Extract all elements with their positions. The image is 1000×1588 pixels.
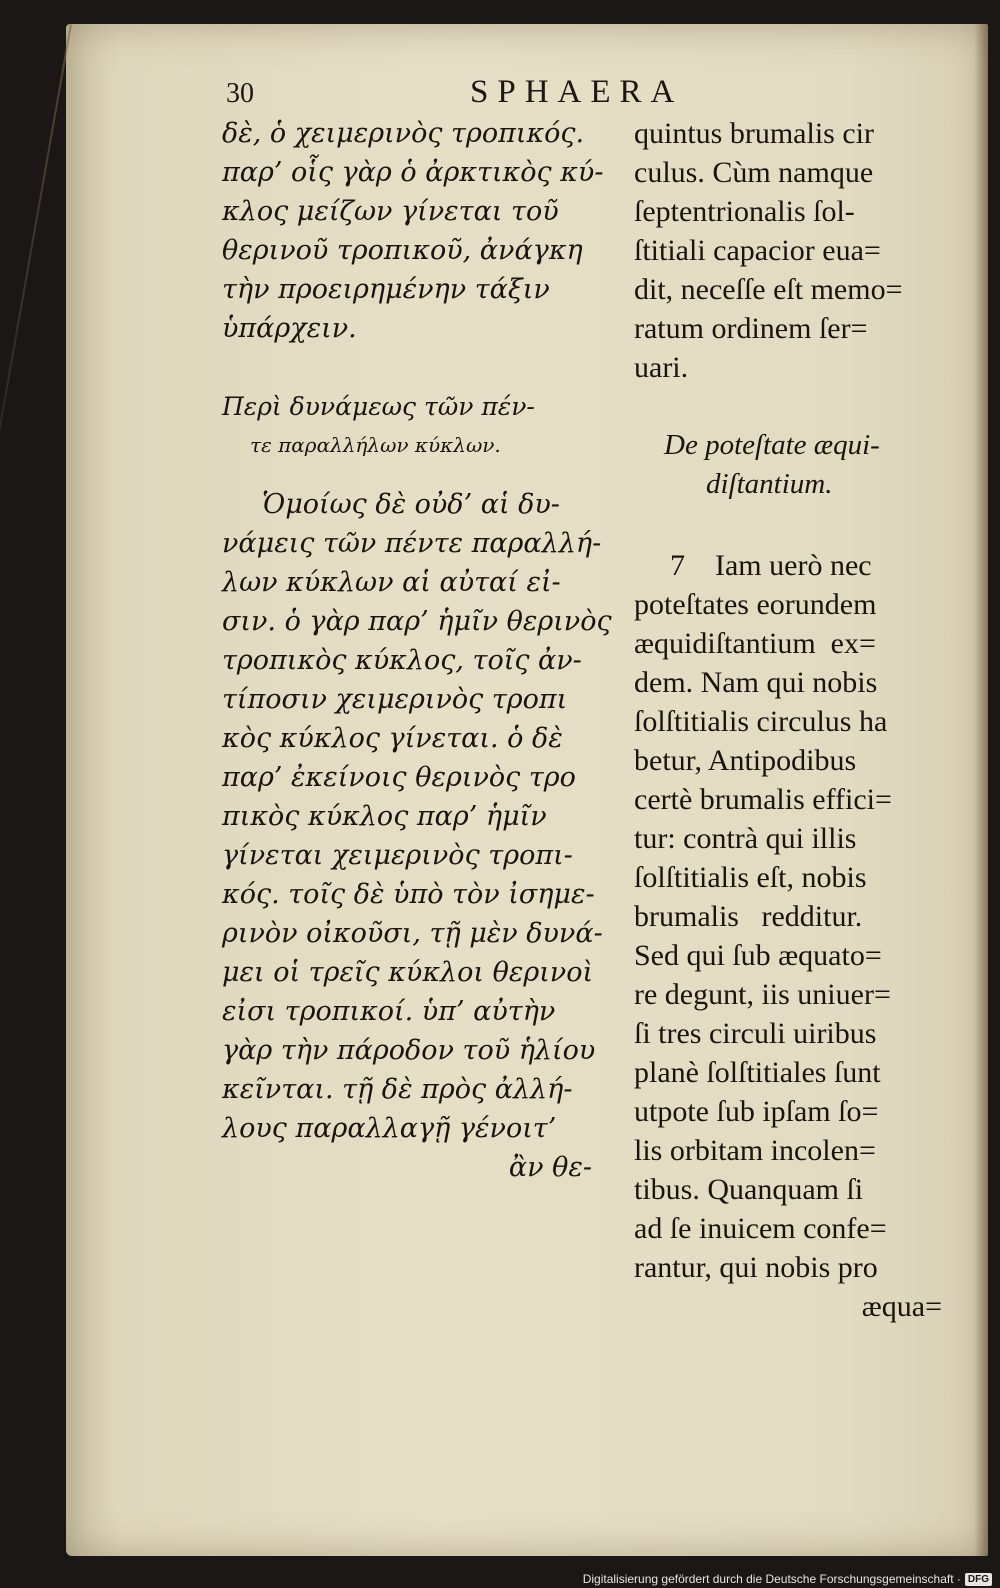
latin-line: ſeptentrionalis ſol-	[634, 195, 855, 228]
greek-line: παρ’ ἐκείνοις θερινὸς τρο	[222, 762, 576, 793]
greek-line: κὸς κύκλος γίνεται. ὁ δὲ	[222, 723, 563, 754]
latin-line: brumalis redditur.	[634, 900, 863, 933]
greek-line: παρ’ οἷς γὰρ ὁ ἀρκτικὸς κύ-	[222, 157, 604, 188]
greek-line: τίποσιν χειμερινὸς τροπι	[222, 684, 568, 715]
greek-line: δὲ, ὁ χειμερινὸς τροπικός.	[222, 118, 585, 149]
latin-line: ſolſtitialis circulus ha	[634, 705, 888, 738]
greek-line: Ὁμοίως δὲ οὐδ’ αἱ δυ-	[262, 489, 560, 520]
page-fold-crease	[0, 24, 72, 576]
latin-line: ſolſtitialis eſt, nobis	[634, 861, 867, 894]
latin-line: ſi tres circuli uiribus	[634, 1017, 877, 1050]
latin-line: quintus brumalis cir	[634, 117, 874, 150]
greek-line: κεῖνται. τῇ δὲ πρὸς ἀλλή-	[222, 1074, 573, 1105]
latin-line: dit, neceſſe eſt memo=	[634, 273, 903, 306]
latin-line: re degunt, iis uniuer=	[634, 978, 891, 1011]
greek-line: εἰσι τροπικοί. ὑπ’ αὐτὴν	[222, 996, 556, 1027]
latin-line: tur: contrà qui illis	[634, 822, 857, 855]
digitization-credit	[583, 1572, 992, 1586]
greek-line: τὴν προειρημένην τάξιν	[222, 274, 550, 305]
greek-section-heading-cont: τε παραλλήλων κύκλων.	[250, 433, 501, 457]
latin-line: poteſtates eorundem	[634, 588, 877, 621]
latin-line: culus. Cùm namque	[634, 156, 874, 189]
latin-line: Sed qui ſub æquato=	[634, 939, 882, 972]
latin-line: ad ſe inuicem confe=	[634, 1212, 887, 1245]
greek-line: ὑπάρχειν.	[222, 313, 357, 344]
latin-line: æquidiſtantium ex=	[634, 627, 876, 660]
latin-line: dem. Nam qui nobis	[634, 666, 878, 699]
page-edge-shadow	[974, 24, 988, 1556]
greek-line: σιν. ὁ γὰρ παρ’ ἡμῖν θερινὸς	[222, 606, 612, 637]
greek-line: κός. τοῖς δὲ ὑπὸ τὸν ἰσημε-	[222, 879, 595, 910]
credit-text: Digitalisierung gefördert durch die Deutsche Forschungsgemeinschaft ·	[582, 1572, 961, 1586]
greek-catchword: ἂν θε-	[508, 1152, 592, 1183]
greek-line: θερινοῦ τροπικοῦ, ἀνάγκη	[222, 235, 583, 266]
latin-catchword: æqua=	[861, 1290, 942, 1323]
latin-line: uari.	[634, 351, 689, 384]
greek-line: γίνεται χειμερινὸς τροπι-	[222, 840, 573, 871]
latin-line: certè brumalis effici=	[634, 783, 892, 816]
latin-line: ratum ordinem ſer=	[634, 312, 868, 345]
greek-line: πικὸς κύκλος παρ’ ἡμῖν	[222, 801, 547, 832]
latin-line: utpote ſub ipſam ſo=	[634, 1095, 879, 1128]
latin-line: lis orbitam incolen=	[634, 1134, 876, 1167]
greek-line: κλος μείζων γίνεται τοῦ	[222, 196, 559, 227]
latin-column	[634, 114, 952, 1326]
greek-line: λους παραλλαγῇ γένοιτ’	[222, 1113, 557, 1144]
latin-line: planè ſolſtitiales ſunt	[634, 1056, 881, 1089]
latin-line: ſtitiali capacior eua=	[634, 234, 881, 267]
greek-line: γὰρ τὴν πάροδον τοῦ ἡλίου	[222, 1035, 596, 1066]
greek-line: ρινὸν οἰκοῦσι, τῇ μὲν δυνά-	[222, 918, 603, 949]
latin-line: 7 Iam uerò nec	[670, 549, 872, 582]
latin-line: rantur, qui nobis pro	[634, 1251, 878, 1284]
greek-line: μει οἱ τρεῖς κύκλοι θερινοὶ	[222, 957, 594, 988]
greek-section-heading: Περὶ δυνάμεως τῶν πέν-	[222, 392, 535, 421]
page-number: 30	[226, 78, 254, 109]
dfg-logo: DFG	[965, 1573, 992, 1586]
greek-line: νάμεις τῶν πέντε παραλλή-	[222, 528, 602, 559]
latin-section-heading-cont: diſtantium.	[706, 468, 833, 500]
greek-column	[222, 114, 612, 1187]
latin-line: tibus. Quanquam ſi	[634, 1173, 864, 1206]
greek-line: λων κύκλων αἱ αὐταί εἰ-	[222, 567, 561, 598]
running-head: SPHAERA	[470, 74, 684, 110]
latin-section-heading: De poteſtate æqui-	[664, 429, 880, 461]
latin-line: betur, Antipodibus	[634, 744, 857, 777]
greek-line: τροπικὸς κύκλος, τοῖς ἀν-	[222, 645, 582, 676]
